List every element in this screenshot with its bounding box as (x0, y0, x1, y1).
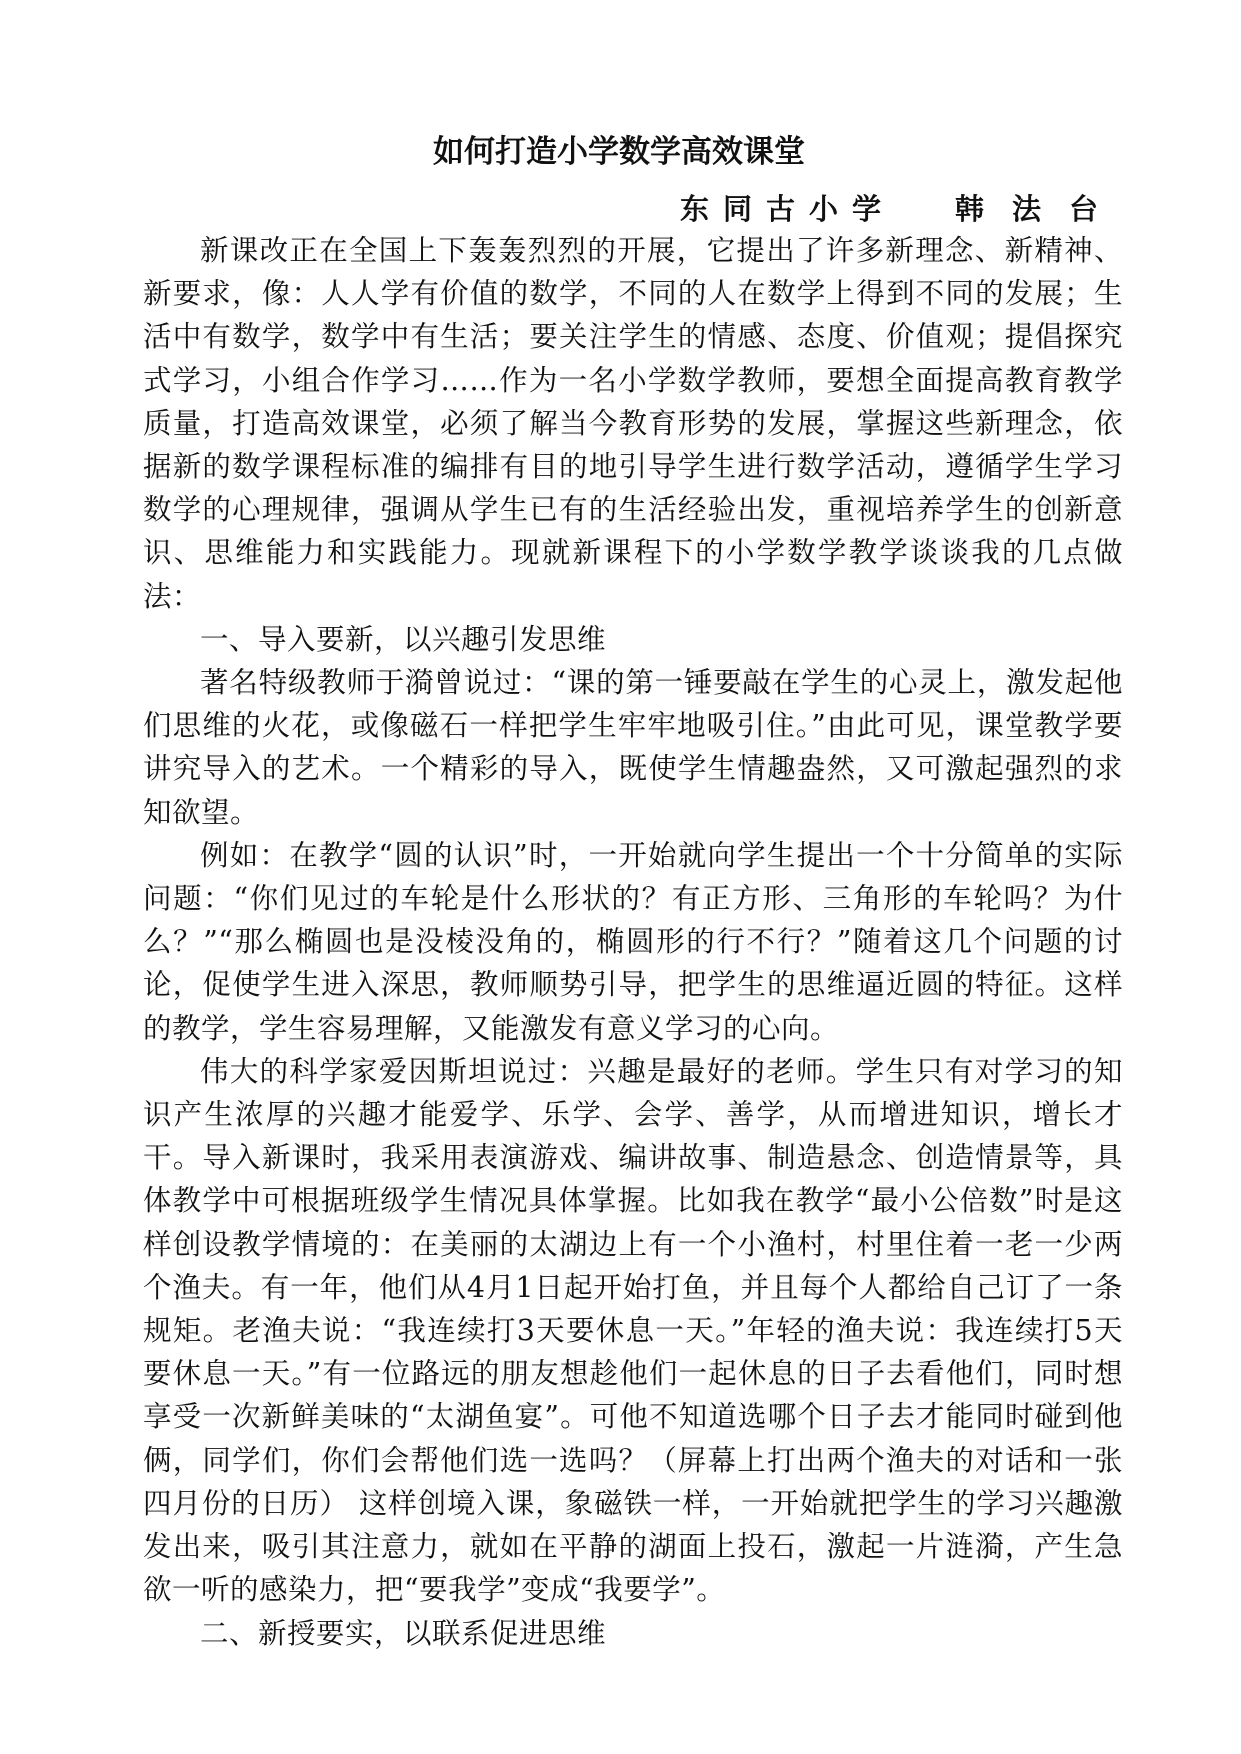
document-title: 如何打造小学数学高效课堂 (433, 134, 805, 170)
paragraph-quote: 著名特级教师于漪曾说过：“课的第一锤要敲在学生的心灵上，激发起他们思维的火花，或像磁石一样把学生牢牢地吸引住。”由此可见，课堂教学要讲究导入的艺术。一个精彩的导入，既使学生情趣盎然，又可激起强烈的求知欲望。 (143, 666, 1123, 829)
author-school: 东同古小学 (680, 192, 896, 226)
author-line (680, 189, 1126, 229)
section-heading-1: 一、导入要新，以兴趣引发思维 (200, 622, 607, 656)
author-name: 韩法台 (955, 192, 1127, 226)
paragraph-intro: 新课改正在全国上下轰轰烈烈的开展，它提出了许多新理念、新精神、新要求，像：人人学有价值的数学，不同的人在数学上得到不同的发展；生活中有数学，数学中有生活；要关注学生的情感、态度、价值观；提倡探究式学习，小组合作学习……作为一名小学数学教师，要想全面提高教育教学质量，打造高效课堂，必须了解当今教育形势的发展，掌握这些新理念，依据新的数学课程标准的编排有目的地引导学生进行数学活动，遵循学生学习数学的心理规律，强调从学生已有的生活经验出发，重视培养学生的创新意识、思维能力和实践能力。现就新课程下的小学数学教学谈谈我的几点做法： (143, 234, 1123, 613)
document-body (143, 229, 1123, 1655)
paragraph-einstein: 伟大的科学家爱因斯坦说过：兴趣是最好的老师。学生只有对学习的知识产生浓厚的兴趣才能爱学、乐学、会学、善学，从而增进知识，增长才干。导入新课时，我采用表演游戏、编讲故事、制造悬念、创造情景等，具体教学中可根据班级学生情况具体掌握。比如我在教学“最小公倍数”时是这样创设教学情境的：在美丽的太湖边上有一个小渔村，村里住着一老一少两个渔夫。有一年，他们从4月1日起开始打鱼，并且每个人都给自己订了一条规矩。老渔夫说：“我连续打3天要休息一天。”年轻的渔夫说：我连续打5天要休息一天。”有一位路远的朋友想趁他们一起休息的日子去看他们，同时想享受一次新鲜美味的“太湖鱼宴”。可他不知道选哪个日子去才能同时碰到他俩，同学们，你们会帮他们选一选吗？（屏幕上打出两个渔夫的对话和一张四月份的日历） 这样创境入课，象磁铁一样，一开始就把学生的学习兴趣激发出来，吸引其注意力，就如在平静的湖面上投石，激起一片涟漪，产生急欲一听的感染力，把“要我学”变成“我要学”。 (143, 1054, 1123, 1607)
section-heading-2: 二、新授要实，以联系促进思维 (200, 1616, 607, 1650)
paragraph-example-circle: 例如：在教学“圆的认识”时，一开始就向学生提出一个十分简单的实际问题：“你们见过的车轮是什么形状的？有正方形、三角形的车轮吗？为什么？”“那么椭圆也是没棱没角的，椭圆形的行不行？”随着这几个问题的讨论，促使学生进入深思，教师顺势引导，把学生的思维逼近圆的特征。这样的教学，学生容易理解，又能激发有意义学习的心向。 (143, 838, 1123, 1045)
